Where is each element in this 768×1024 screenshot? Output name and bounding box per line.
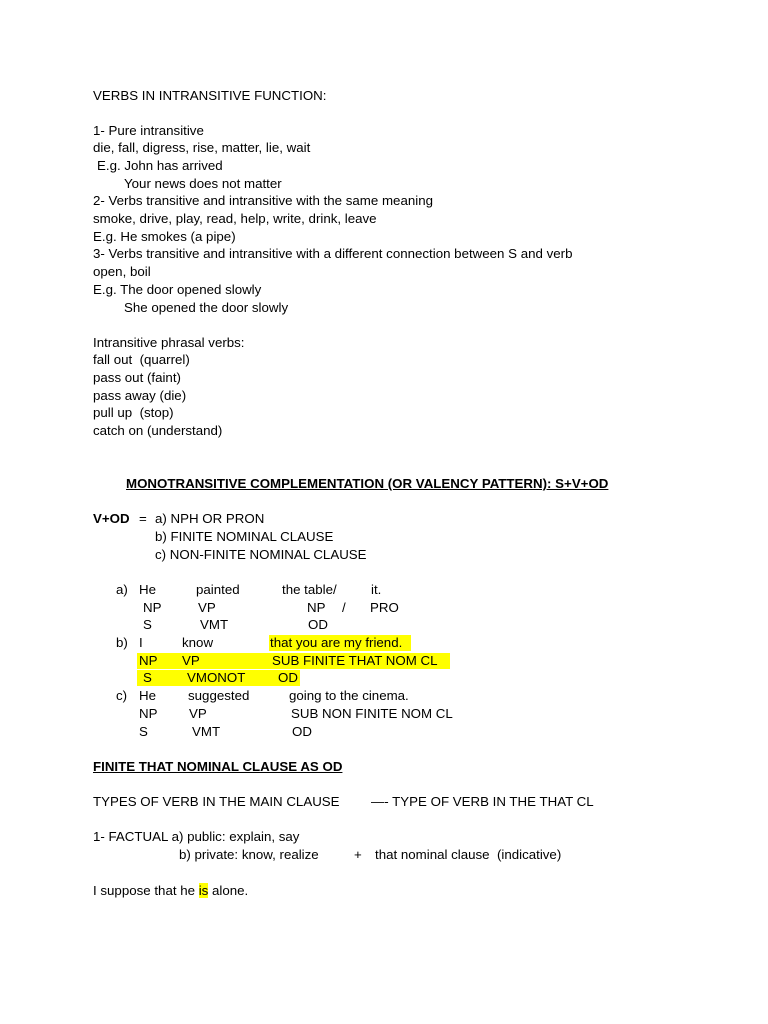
- example-a-tag: PRO: [370, 600, 399, 615]
- example-a-verb: painted: [196, 582, 240, 597]
- s3-heading: 3- Verbs transitive and intransitive with a different connection between S and verb: [93, 246, 573, 261]
- vod-option-a: a) NPH OR PRON: [155, 511, 265, 526]
- s1-verb-list: die, fall, digress, rise, matter, lie, wait: [93, 140, 311, 155]
- vod-option-b: b) FINITE NOMINAL CLAUSE: [155, 529, 334, 544]
- phrasal-item: pass away (die): [93, 388, 187, 403]
- example-sentence: [93, 882, 248, 899]
- s3-example-2: She opened the door slowly: [124, 300, 289, 315]
- sentence-end: alone.: [208, 883, 249, 898]
- example-b-subject: I: [139, 635, 143, 650]
- example-a-subject: He: [139, 582, 156, 597]
- types-left: TYPES OF VERB IN THE MAIN CLAUSE: [93, 794, 340, 809]
- factual-plus: +: [354, 847, 362, 862]
- example-b-tag: VP: [182, 653, 200, 668]
- phrasal-item: pull up (stop): [93, 405, 174, 420]
- example-c-verb: suggested: [188, 688, 250, 703]
- s3-example-1: E.g. The door opened slowly: [93, 282, 262, 297]
- vod-option-c: c) NON-FINITE NOMINAL CLAUSE: [155, 547, 367, 562]
- vod-label: V+OD: [93, 511, 130, 526]
- example-a-tag: NP: [143, 600, 162, 615]
- example-b-tag: NP: [139, 653, 158, 668]
- phrasal-item: fall out (quarrel): [93, 352, 190, 367]
- vod-equals: =: [139, 511, 147, 526]
- example-a-tag: NP: [307, 600, 326, 615]
- s2-heading: 2- Verbs transitive and intransitive with the same meaning: [93, 193, 433, 208]
- example-b-function: OD: [278, 670, 298, 685]
- example-c-tag: NP: [139, 706, 158, 721]
- example-a-object: the table/: [282, 582, 337, 597]
- types-right: —- TYPE OF VERB IN THE THAT CL: [371, 794, 594, 809]
- example-b-function: S: [143, 670, 152, 685]
- example-a-pronoun: it.: [371, 582, 382, 597]
- example-a-tag: /: [342, 600, 346, 615]
- factual-clause: that nominal clause (indicative): [375, 847, 562, 862]
- example-b-verb: know: [182, 635, 214, 650]
- example-a-function: OD: [308, 617, 328, 632]
- s1-heading: 1- Pure intransitive: [93, 123, 204, 138]
- example-c-tag: VP: [189, 706, 207, 721]
- example-c-function: S: [139, 724, 148, 739]
- s1-example-2: Your news does not matter: [124, 176, 282, 191]
- example-a-function: S: [143, 617, 152, 632]
- example-c-tag: SUB NON FINITE NOM CL: [291, 706, 453, 721]
- example-c-clause: going to the cinema.: [289, 688, 409, 703]
- example-b-tag: SUB FINITE THAT NOM CL: [272, 653, 438, 668]
- s1-example-1: E.g. John has arrived: [97, 158, 223, 173]
- example-a-function: VMT: [200, 617, 229, 632]
- finite-clause-heading: FINITE THAT NOMINAL CLAUSE AS OD: [93, 759, 343, 774]
- example-b-marker: b): [116, 635, 128, 650]
- phrasal-item: catch on (understand): [93, 423, 223, 438]
- phrasal-item: pass out (faint): [93, 370, 181, 385]
- s2-example: E.g. He smokes (a pipe): [93, 229, 236, 244]
- sentence-start: I suppose that he: [93, 883, 199, 898]
- example-c-marker: c): [116, 688, 128, 703]
- example-c-subject: He: [139, 688, 156, 703]
- doc-title: VERBS IN INTRANSITIVE FUNCTION:: [93, 88, 327, 103]
- factual-public: 1- FACTUAL a) public: explain, say: [93, 829, 300, 844]
- example-b-clause: that you are my friend.: [270, 635, 403, 650]
- example-c-function: VMT: [192, 724, 221, 739]
- example-a-tag: VP: [198, 600, 216, 615]
- s3-verb-list: open, boil: [93, 264, 151, 279]
- s2-verb-list: smoke, drive, play, read, help, write, drink, leave: [93, 211, 377, 226]
- example-a-marker: a): [116, 582, 128, 597]
- highlighted-verb: is: [198, 883, 209, 898]
- monotransitive-heading: MONOTRANSITIVE COMPLEMENTATION (OR VALENCY PATTERN): S+V+OD: [126, 476, 609, 491]
- phrasal-heading: Intransitive phrasal verbs:: [93, 335, 245, 350]
- factual-private: b) private: know, realize: [179, 847, 319, 862]
- example-c-function: OD: [292, 724, 312, 739]
- example-b-function: VMONOT: [187, 670, 246, 685]
